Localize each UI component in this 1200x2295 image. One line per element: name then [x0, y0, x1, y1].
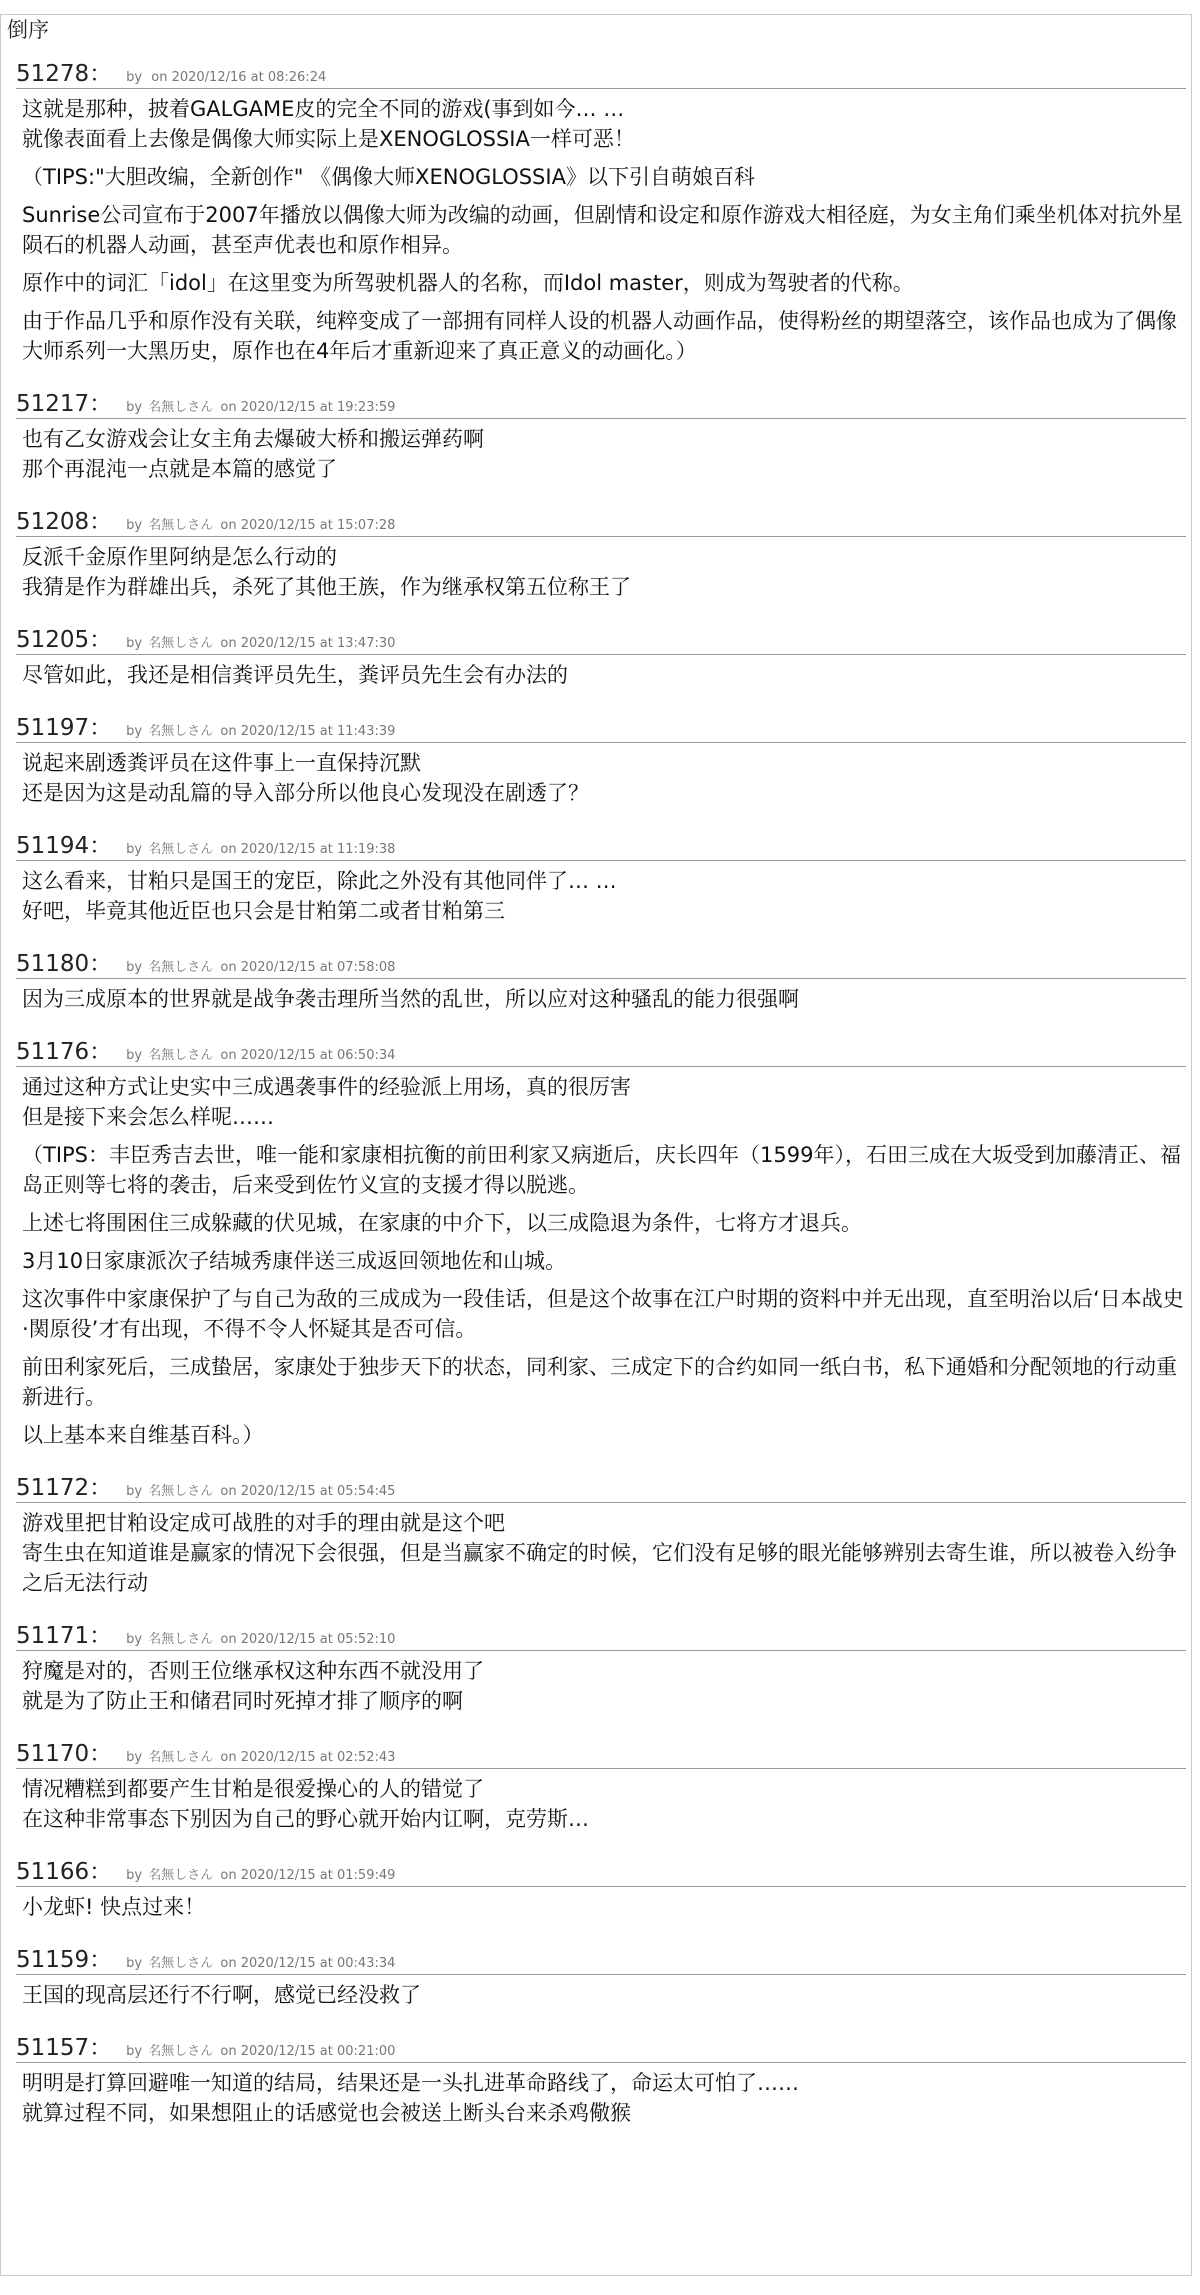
comment-by-label: by [126, 636, 143, 651]
comment-timestamp: on 2020/12/15 at 02:52:43 [220, 1750, 396, 1765]
comment-number-separator: ： [89, 951, 113, 977]
comment-body [16, 861, 1186, 926]
comment-item [16, 1741, 1186, 1834]
comment-author: 名無しさん [148, 1750, 214, 1765]
comment-body [16, 1975, 1186, 2010]
comment-text-line: 就算过程不同，如果想阻止的话感觉也会被送上断头台来杀鸡儆猴 [22, 2101, 631, 2125]
comment-meta [126, 837, 395, 863]
comment-by-label: by [126, 1632, 143, 1647]
comment-by-label: by [126, 1956, 143, 1971]
comment-paragraph [22, 1980, 1186, 2010]
comment-meta [126, 955, 395, 981]
comment-by-label: by [126, 1484, 143, 1499]
comment-number[interactable]: 51166 [16, 1859, 90, 1885]
comment-author: 名無しさん [148, 1868, 214, 1883]
comment-text-line: 因为三成原本的世界就是战争袭击理所当然的乱世，所以应对这种骚乱的能力很强啊 [22, 987, 799, 1011]
comment-author: 名無しさん [148, 1048, 214, 1063]
comment-meta [126, 1745, 395, 1771]
comment-text-line: 3月10日家康派次子结城秀康伴送三成返回领地佐和山城。 [22, 1249, 567, 1273]
comment-header [16, 1947, 1186, 1975]
comment-paragraph [22, 1284, 1186, 1344]
comment-number-separator: ： [89, 1623, 113, 1649]
comment-header [16, 1741, 1186, 1769]
comment-number[interactable]: 51208 [16, 509, 90, 535]
comment-header [16, 627, 1186, 655]
comment-by-label: by [126, 1048, 143, 1063]
comment-timestamp: on 2020/12/15 at 13:47:30 [220, 636, 396, 651]
comment-number[interactable]: 51180 [16, 951, 90, 977]
comment-text-line: 游戏里把甘粕设定成可战胜的对手的理由就是这个吧 [22, 1511, 505, 1535]
comment-paragraph [22, 1892, 1186, 1922]
comment-by-label: by [126, 70, 143, 85]
comment-number[interactable]: 51176 [16, 1039, 90, 1065]
comment-number-separator: ： [89, 61, 113, 87]
comment-paragraph [22, 660, 1186, 690]
comment-author: 名無しさん [148, 1632, 214, 1647]
comment-number-separator: ： [89, 509, 113, 535]
comment-text-line: 明明是打算回避唯一知道的结局，结果还是一头扎进革命路线了，命运太可怕了…… [22, 2071, 799, 2095]
comment-number[interactable]: 51217 [16, 391, 90, 417]
comment-text-line: 还是因为这是动乱篇的导入部分所以他良心发现没在剧透了？ [22, 781, 589, 805]
comment-text-line: 那个再混沌一点就是本篇的感觉了 [22, 457, 337, 481]
comment-timestamp: on 2020/12/15 at 07:58:08 [220, 960, 396, 975]
comment-paragraph [22, 424, 1186, 484]
comment-text-line: 王国的现高层还行不行啊，感觉已经没救了 [22, 1983, 421, 2007]
comment-text-line: 情况糟糕到都要产生甘粕是很爱操心的人的错觉了 [22, 1777, 484, 1801]
comment-author: 名無しさん [148, 724, 214, 739]
comment-text-line: 也有乙女游戏会让女主角去爆破大桥和搬运弹药啊 [22, 427, 484, 451]
comment-by-label: by [126, 2044, 143, 2059]
comment-list [16, 61, 1186, 2153]
comment-text-line: （TIPS:"大胆改编，全新创作" 《偶像大师XENOGLOSSIA》以下引自萌娘百科 [22, 165, 755, 189]
comment-author: 名無しさん [148, 1484, 214, 1499]
comment-text-line: 以上基本来自维基百科。） [22, 1423, 264, 1447]
comment-body [16, 1067, 1186, 1450]
comment-timestamp: on 2020/12/16 at 08:26:24 [151, 70, 327, 85]
comment-item [16, 509, 1186, 602]
comment-body [16, 1769, 1186, 1834]
comment-paragraph [22, 1140, 1186, 1200]
comment-text-line: 好吧，毕竟其他近臣也只会是甘粕第二或者甘粕第三 [22, 899, 505, 923]
comment-body [16, 655, 1186, 690]
comment-header [16, 951, 1186, 979]
comment-text-line: 前田利家死后，三成蛰居，家康处于独步天下的状态，同利家、三成定下的合约如同一纸白书，私下通婚和分配领地的行动重新进行。 [22, 1355, 1177, 1409]
comment-item [16, 715, 1186, 808]
comment-paragraph [22, 94, 1186, 154]
comment-text-line: 寄生虫在知道谁是赢家的情况下会很强，但是当赢家不确定的时候，它们没有足够的眼光能够辨别去寄生谁，所以被卷入纷争之后无法行动 [22, 1541, 1177, 1595]
comment-by-label: by [126, 842, 143, 857]
comment-text-line: 原作中的词汇「idol」在这里变为所驾驶机器人的名称，而Idol master，则成为驾驶者的代称。 [22, 271, 914, 295]
comment-header [16, 1039, 1186, 1067]
comment-number[interactable]: 51157 [16, 2035, 90, 2061]
comment-number[interactable]: 51171 [16, 1623, 90, 1649]
comment-text-line: 这就是那种，披着GALGAME皮的完全不同的游戏(事到如今… … [22, 97, 625, 121]
comment-section-frame [0, 14, 1192, 2276]
comment-timestamp: on 2020/12/15 at 01:59:49 [220, 1868, 396, 1883]
comment-text-line: 但是接下来会怎么样呢…… [22, 1105, 274, 1129]
comment-item [16, 833, 1186, 926]
comment-timestamp: on 2020/12/15 at 11:43:39 [220, 724, 396, 739]
comment-body [16, 419, 1186, 484]
comment-header [16, 1859, 1186, 1887]
comment-timestamp: on 2020/12/15 at 19:23:59 [220, 400, 396, 415]
comment-author: 名無しさん [148, 400, 214, 415]
comment-number-separator: ： [89, 1741, 113, 1767]
comment-item [16, 1039, 1186, 1450]
comment-by-label: by [126, 518, 143, 533]
comment-body [16, 2063, 1186, 2128]
comment-paragraph [22, 268, 1186, 298]
comment-body [16, 1887, 1186, 1922]
comment-text-line: 小龙虾! 快点过来！ [22, 1895, 206, 1919]
comment-number[interactable]: 51170 [16, 1741, 90, 1767]
comment-number-separator: ： [89, 1039, 113, 1065]
comment-author: 名無しさん [148, 1956, 214, 1971]
comment-paragraph [22, 1352, 1186, 1412]
comment-number[interactable]: 51194 [16, 833, 90, 859]
comment-body [16, 979, 1186, 1014]
comment-text-line: 说起来剧透粪评员在这件事上一直保持沉默 [22, 751, 421, 775]
comment-number-separator: ： [89, 627, 113, 653]
comment-meta [126, 1479, 395, 1505]
comment-text-line: 就像表面看上去像是偶像大师实际上是XENOGLOSSIA一样可恶！ [22, 127, 635, 151]
comment-number[interactable]: 51197 [16, 715, 90, 741]
comment-meta [126, 395, 395, 421]
comment-header [16, 1623, 1186, 1651]
comment-text-line: 就是为了防止王和储君同时死掉才排了顺序的啊 [22, 1689, 463, 1713]
comment-text-line: 上述七将围困住三成躲藏的伏见城，在家康的中介下，以三成隐退为条件，七将方才退兵。 [22, 1211, 862, 1235]
comment-text-line: 这么看来，甘粕只是国王的宠臣，除此之外没有其他同伴了… … [22, 869, 617, 893]
comment-header [16, 61, 1186, 89]
comment-paragraph [22, 748, 1186, 808]
comment-number[interactable]: 51278 [16, 61, 90, 87]
comment-body [16, 1503, 1186, 1598]
comment-number-separator: ： [89, 1475, 113, 1501]
comment-paragraph [22, 1420, 1186, 1450]
comment-number-separator: ： [89, 833, 113, 859]
comment-by-label: by [126, 1750, 143, 1765]
comment-text-line: （TIPS：丰臣秀吉去世，唯一能和家康相抗衡的前田利家又病逝后，庆长四年（1599年），石田三成在大坂受到加藤清正、福岛正则等七将的袭击，后来受到佐竹义宣的支援才得以脱逃。 [22, 1143, 1181, 1197]
comment-author: 名無しさん [148, 960, 214, 975]
comment-author: 名無しさん [148, 636, 214, 651]
comment-item [16, 1623, 1186, 1716]
comment-timestamp: on 2020/12/15 at 00:43:34 [220, 1956, 396, 1971]
comment-timestamp: on 2020/12/15 at 15:07:28 [220, 518, 396, 533]
comment-paragraph [22, 866, 1186, 926]
comment-paragraph [22, 984, 1186, 1014]
comment-text-line: 由于作品几乎和原作没有关联，纯粹变成了一部拥有同样人设的机器人动画作品，使得粉丝的期望落空，该作品也成为了偶像大师系列一大黑历史，原作也在4年后才重新迎来了真正意义的动画化。） [22, 309, 1177, 363]
comment-item [16, 1859, 1186, 1922]
comment-text-line: 尽管如此，我还是相信粪评员先生，粪评员先生会有办法的 [22, 663, 568, 687]
comment-item [16, 1947, 1186, 2010]
comment-number-separator: ： [89, 715, 113, 741]
comment-number-separator: ： [89, 1947, 113, 1973]
comment-paragraph [22, 1072, 1186, 1132]
comment-number[interactable]: 51159 [16, 1947, 90, 1973]
comment-timestamp: on 2020/12/15 at 06:50:34 [220, 1048, 396, 1063]
comment-author: 名無しさん [148, 842, 214, 857]
comment-paragraph [22, 1656, 1186, 1716]
comment-header [16, 1475, 1186, 1503]
comment-body [16, 743, 1186, 808]
comment-by-label: by [126, 960, 143, 975]
comment-meta [126, 719, 395, 745]
comment-paragraph [22, 542, 1186, 602]
comment-paragraph [22, 2068, 1186, 2128]
comment-item [16, 1475, 1186, 1598]
comment-meta [126, 2039, 395, 2065]
comment-item [16, 61, 1186, 366]
comment-paragraph [22, 1208, 1186, 1238]
comment-by-label: by [126, 1868, 143, 1883]
comment-text-line: 反派千金原作里阿纳是怎么行动的 [22, 545, 337, 569]
comment-number[interactable]: 51172 [16, 1475, 90, 1501]
comment-by-label: by [126, 400, 143, 415]
comment-header [16, 2035, 1186, 2063]
comment-item [16, 391, 1186, 484]
comment-paragraph [22, 1246, 1186, 1276]
comment-meta [126, 513, 395, 539]
comment-number-separator: ： [89, 1859, 113, 1885]
comment-text-line: Sunrise公司宣布于2007年播放以偶像大师为改编的动画，但剧情和设定和原作游戏大相径庭，为女主角们乘坐机体对抗外星陨石的机器人动画，甚至声优表也和原作相异。 [22, 203, 1183, 257]
comment-number-separator: ： [89, 391, 113, 417]
comment-meta [126, 1863, 395, 1889]
comment-body [16, 537, 1186, 602]
comment-timestamp: on 2020/12/15 at 11:19:38 [220, 842, 396, 857]
comment-text-line: 我猜是作为群雄出兵，杀死了其他王族，作为继承权第五位称王了 [22, 575, 631, 599]
comment-meta [126, 1627, 395, 1653]
comment-author: 名無しさん [148, 2044, 214, 2059]
sort-order-legend[interactable]: 倒序 [4, 15, 52, 45]
comment-body [16, 89, 1186, 366]
comment-paragraph [22, 1508, 1186, 1598]
comment-text-line: 通过这种方式让史实中三成遇袭事件的经验派上用场，真的很厉害 [22, 1075, 631, 1099]
comment-body [16, 1651, 1186, 1716]
comment-item [16, 2035, 1186, 2128]
comment-timestamp: on 2020/12/15 at 00:21:00 [220, 2044, 396, 2059]
comment-number-separator: ： [89, 2035, 113, 2061]
comment-author: 名無しさん [148, 518, 214, 533]
comment-header [16, 833, 1186, 861]
comment-number[interactable]: 51205 [16, 627, 90, 653]
comment-meta [126, 65, 326, 91]
comment-meta [126, 631, 395, 657]
comment-header [16, 715, 1186, 743]
comment-meta [126, 1043, 395, 1069]
comment-item [16, 951, 1186, 1014]
comment-timestamp: on 2020/12/15 at 05:52:10 [220, 1632, 396, 1647]
comment-paragraph [22, 1774, 1186, 1834]
comment-text-line: 在这种非常事态下别因为自己的野心就开始内讧啊，克劳斯… [22, 1807, 589, 1831]
comment-paragraph [22, 162, 1186, 192]
comment-paragraph [22, 306, 1186, 366]
comment-by-label: by [126, 724, 143, 739]
comment-paragraph [22, 200, 1186, 260]
comment-header [16, 509, 1186, 537]
comment-timestamp: on 2020/12/15 at 05:54:45 [220, 1484, 396, 1499]
comment-meta [126, 1951, 395, 1977]
comment-text-line: 狩魔是对的，否则王位继承权这种东西不就没用了 [22, 1659, 484, 1683]
comment-header [16, 391, 1186, 419]
comment-text-line: 这次事件中家康保护了与自己为敌的三成成为一段佳话，但是这个故事在江户时期的资料中并无出现，直至明治以后‘日本战史·関原役’才有出现，不得不令人怀疑其是否可信。 [22, 1287, 1184, 1341]
comment-item [16, 627, 1186, 690]
